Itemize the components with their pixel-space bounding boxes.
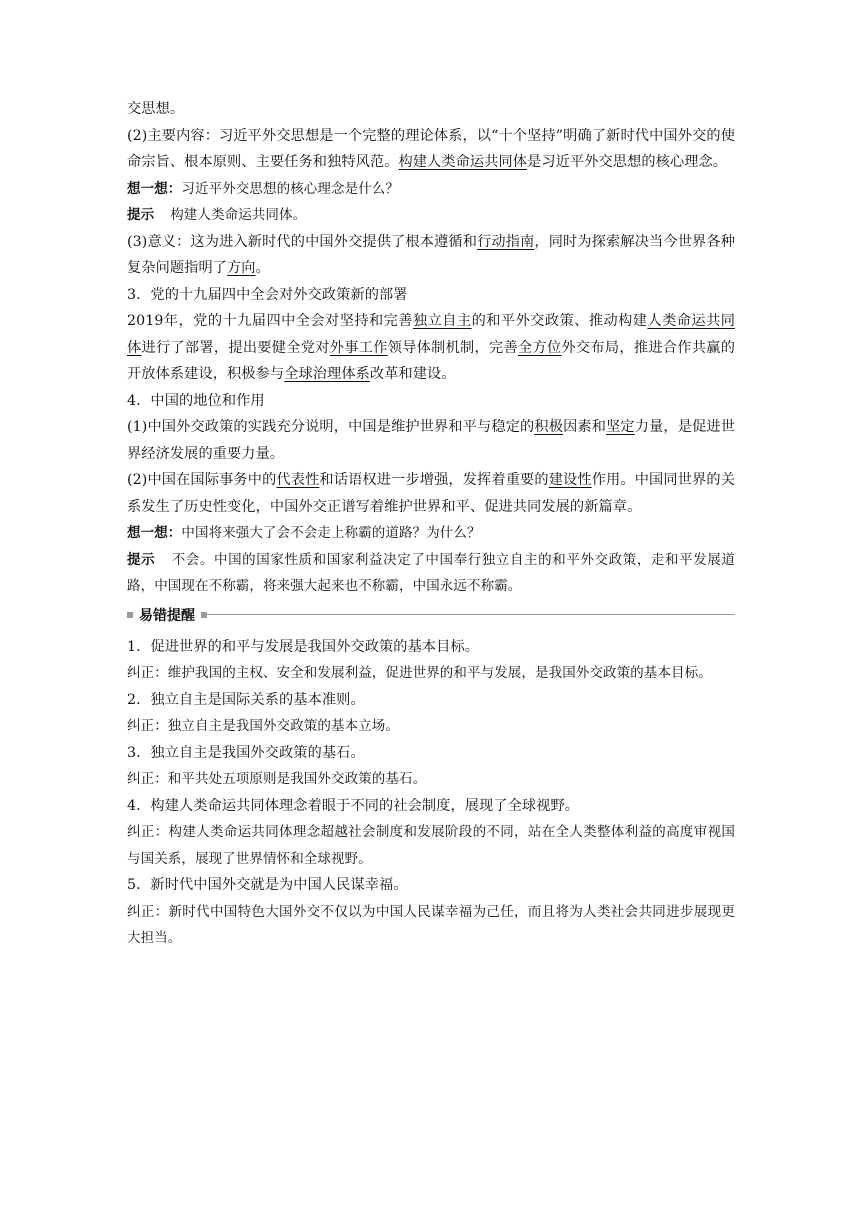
text: 3．独立自主是我国外交政策的基石。 bbox=[127, 744, 365, 761]
section-title: 易错提醒 bbox=[139, 607, 195, 624]
paragraph-continuation bbox=[127, 96, 735, 123]
correction-2 bbox=[127, 713, 735, 740]
text: 习近平外交思想的核心理念是什么？ bbox=[181, 180, 400, 197]
underlined-answer: 外事工作 bbox=[329, 339, 388, 356]
text: 2．独立自主是国际关系的基本准则。 bbox=[127, 691, 365, 708]
underlined-answer: 坚定 bbox=[606, 419, 635, 435]
text: 纠正：新时代中国特色大国外交不仅以为中国人民谋幸福为己任，而且将为人类社会共同进步展现更大担当。 bbox=[127, 903, 735, 946]
text: (3)意义：这为进入新时代的中国外交提供了根本遵循和 bbox=[127, 233, 478, 250]
underlined-answer: 代表性 bbox=[276, 472, 320, 488]
error-item-5 bbox=[127, 872, 735, 899]
text: 领导体制机制，完善 bbox=[387, 339, 518, 356]
heading-4 bbox=[127, 388, 735, 415]
tip-label: 提示 bbox=[127, 207, 155, 223]
underlined-answer: 行动指南 bbox=[477, 233, 535, 250]
underlined-answer: 全方位 bbox=[517, 339, 562, 356]
error-item-1 bbox=[127, 634, 735, 661]
divider-line bbox=[207, 614, 735, 615]
text: 纠正：构建人类命运共同体理念超越社会制度和发展阶段的不同，站在全人类整体利益的高度审视国与国关系，展现了世界情怀和全球视野。 bbox=[127, 824, 735, 867]
tip-label: 提示 bbox=[127, 551, 156, 568]
correction-5 bbox=[127, 899, 735, 952]
underlined-answer: 独立自主 bbox=[412, 313, 472, 329]
paragraph-plenum bbox=[127, 308, 735, 388]
heading-3 bbox=[127, 282, 735, 309]
think-label: 想一想： bbox=[127, 525, 182, 541]
text: 构建人类命运共同体。 bbox=[170, 207, 307, 223]
text: 不会。中国的国家性质和国家利益决定了中国奉行独立自主的和平外交政策，走和平发展道路，中国现在不称霸，将来强大起来也不称霸，中国永远不称霸。 bbox=[127, 551, 736, 594]
text: (2)主要内容：习近平外交思想是一个完整的理论体系，以“十个坚持”明确了新时代中国外交的使命宗旨、根本原则、主要任务和独特风范。 bbox=[127, 127, 735, 170]
tip-1 bbox=[127, 202, 735, 229]
paragraph-main-content bbox=[127, 123, 735, 176]
tip-2 bbox=[127, 547, 735, 600]
underlined-answer: 方向 bbox=[227, 260, 256, 276]
correction-4 bbox=[127, 819, 735, 872]
text: 和话语权进一步增强，发挥着重要的 bbox=[319, 472, 549, 488]
paragraph-significance bbox=[127, 229, 735, 282]
text: 3．党的十九届四中全会对外交政策新的部署 bbox=[127, 286, 408, 303]
text: (2)中国在国际事务中的 bbox=[127, 472, 277, 488]
text: 进行了部署，提出要健全党对 bbox=[141, 339, 330, 356]
text: 4．构建人类命运共同体理念着眼于不同的社会制度，展现了全球视野。 bbox=[127, 797, 580, 814]
text: 纠正：独立自主是我国外交政策的基本立场。 bbox=[127, 718, 399, 734]
text: 是习近平外交思想的核心理念。 bbox=[527, 154, 728, 170]
error-item-3 bbox=[127, 740, 735, 767]
square-bullet-icon bbox=[127, 612, 133, 618]
error-item-4 bbox=[127, 793, 735, 820]
underlined-answer: 积极 bbox=[534, 419, 564, 435]
error-item-2 bbox=[127, 687, 735, 714]
underlined-answer: 建设性 bbox=[548, 472, 592, 488]
section-divider bbox=[127, 602, 735, 628]
think-question-2 bbox=[127, 520, 735, 547]
paragraph-status-2 bbox=[127, 467, 735, 520]
text: 因素和 bbox=[563, 419, 607, 435]
underlined-answer: 构建人类命运共同体 bbox=[398, 154, 528, 170]
text: 。 bbox=[255, 260, 270, 276]
text: 1．促进世界的和平与发展是我国外交政策的基本目标。 bbox=[127, 638, 480, 655]
text: 力量，是促进世界经济发展的重要力量。 bbox=[127, 419, 736, 462]
paragraph-status-1 bbox=[127, 414, 735, 467]
think-label: 想一想： bbox=[127, 180, 182, 197]
document-page bbox=[127, 96, 735, 952]
text: 外交布局，推进合作共赢的开放体系建设，积极参与 bbox=[127, 339, 736, 382]
text: 中国将来强大了会不会走上称霸的道路？为什么？ bbox=[181, 525, 481, 541]
text: 4．中国的地位和作用 bbox=[127, 392, 265, 409]
underlined-answer: 全球治理体系 bbox=[284, 366, 370, 382]
text: 纠正：和平共处五项原则是我国外交政策的基石。 bbox=[127, 771, 427, 787]
text: 作用。中国同世界的关系发生了历史性变化，中国外交正谱写着维护世界和平、促进共同发展的新篇章。 bbox=[127, 472, 735, 515]
correction-3 bbox=[127, 766, 735, 793]
text: ，同时为探索解决当今世界各种复杂问题指明了 bbox=[127, 233, 735, 276]
text: 改革和建设。 bbox=[369, 366, 456, 382]
underlined-answer: 人类命运共同体 bbox=[127, 313, 736, 356]
text: 的和平外交政策、推动构建 bbox=[471, 313, 648, 329]
text: 5．新时代中国外交就是为中国人民谋幸福。 bbox=[127, 877, 408, 893]
text: (1)中国外交政策的实践充分说明，中国是维护世界和平与稳定的 bbox=[127, 419, 535, 435]
text: 交思想。 bbox=[127, 101, 185, 117]
correction-1 bbox=[127, 660, 735, 687]
think-question-1 bbox=[127, 176, 735, 203]
text: 2019年，党的十九届四中全会对坚持和完善 bbox=[127, 313, 413, 329]
text: 纠正：维护我国的主权、安全和发展利益，促进世界的和平与发展，是我国外交政策的基本目标。 bbox=[127, 665, 712, 681]
